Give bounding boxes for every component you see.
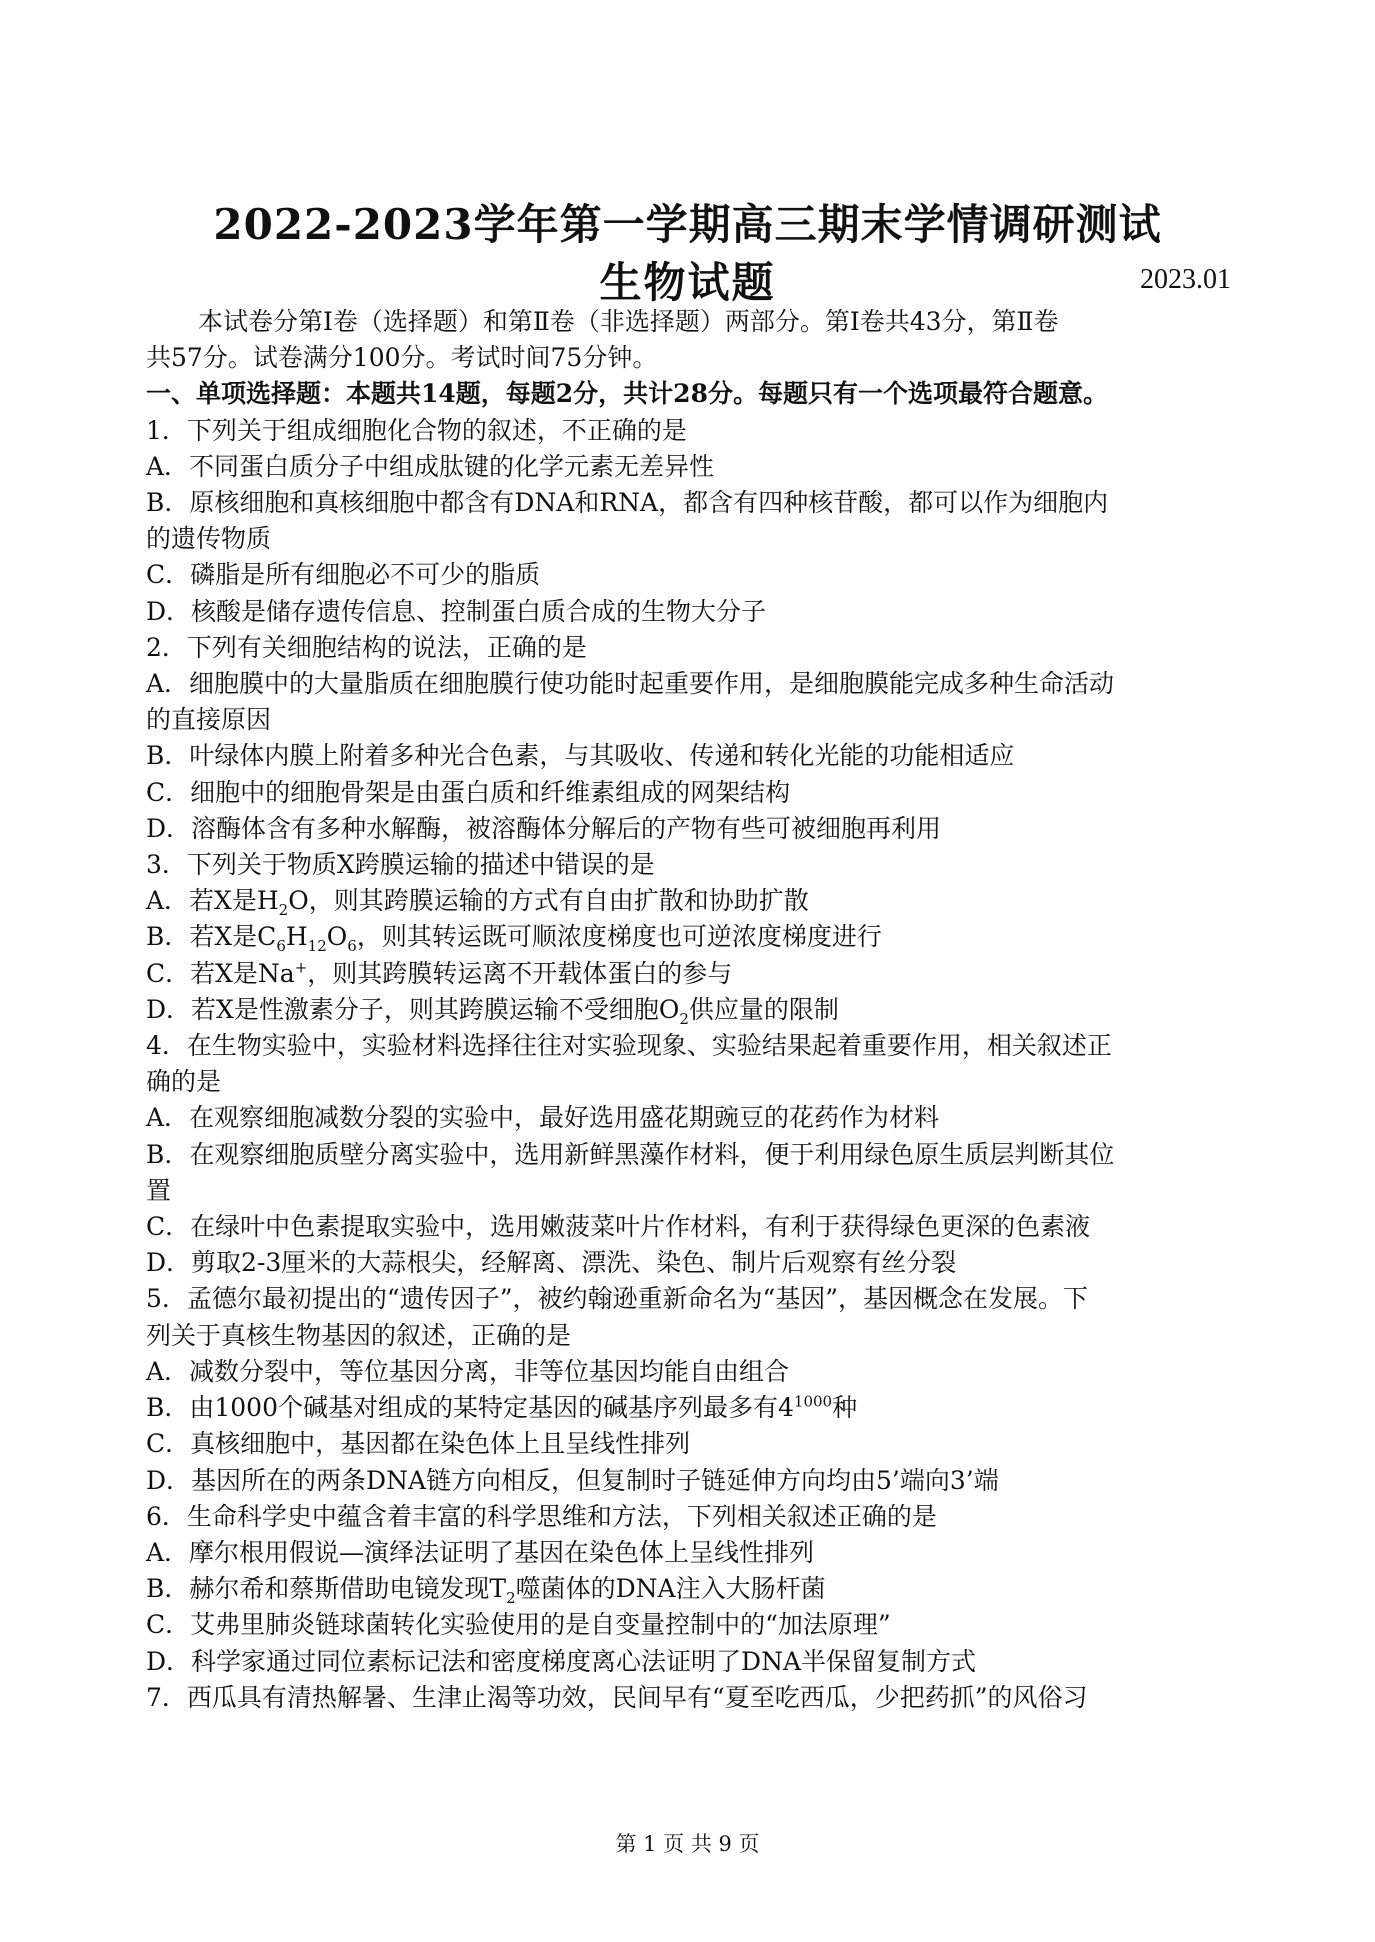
option-text: O [326, 922, 348, 952]
option-a: A．减数分裂中，等位基因分离，非等位基因均能自由组合 [146, 1356, 790, 1386]
option-b: B．叶绿体内膜上附着多种光合色素，与其吸收、传递和转化光能的功能相适应 [146, 741, 1015, 771]
option-c: C．真核细胞中，基因都在染色体上且呈线性排列 [146, 1429, 691, 1459]
option-b-cont: 的遗传物质 [146, 524, 272, 554]
option-b [146, 919, 1240, 955]
option-text: ，则其转运既可顺浓度梯度也可逆浓度梯度进行 [356, 922, 882, 952]
option-text: H [285, 922, 308, 952]
option-c: C．细胞中的细胞骨架是由蛋白质和纤维素组成的网架结构 [146, 777, 791, 807]
option-text: C．若X是Na [146, 958, 295, 988]
subscript: 2 [278, 901, 289, 920]
option-c: C．磷脂是所有细胞必不可少的脂质 [146, 560, 541, 590]
option-b: B．在观察细胞质壁分离实验中，选用新鲜黑藻作材料，便于利用绿色原生质层判断其位 [146, 1139, 1115, 1169]
option-d: D．剪取2-3厘米的大蒜根尖，经解离、漂洗、染色、制片后观察有丝分裂 [146, 1248, 957, 1278]
option-d [146, 992, 1240, 1028]
option-d: D．核酸是储存遗传信息、控制蛋白质合成的生物大分子 [146, 596, 767, 626]
option-d: D．基因所在的两条DNA链方向相反，但复制时子链延伸方向均由5’端向3’端 [146, 1465, 999, 1495]
option-text: B．若X是C [146, 922, 277, 952]
option-c [146, 956, 1240, 992]
option-d: D．溶酶体含有多种水解酶，被溶酶体分解后的产物有些可被细胞再利用 [146, 813, 942, 843]
option-a-cont: 的直接原因 [146, 705, 272, 735]
option-b: B．原核细胞和真核细胞中都含有DNA和RNA，都含有四种核苷酸，都可以作为细胞内 [146, 488, 1109, 518]
section-heading: 一、单项选择题：本题共14题，每题2分，共计28分。每题只有一个选项最符合题意。 [146, 379, 1108, 409]
subscript: 6 [347, 937, 357, 956]
option-a [146, 883, 1240, 919]
option-b-cont: 置 [146, 1175, 172, 1205]
question-stem: 7．西瓜具有清热解暑、生津止渴等功效，民间早有“夏至吃西瓜，少把药抓”的风俗习 [146, 1682, 1088, 1712]
question-stem: 1．下列关于组成细胞化合物的叙述，不正确的是 [146, 415, 687, 445]
question-stem: 2．下列有关细胞结构的说法，正确的是 [146, 632, 587, 662]
option-c: C．艾弗里肺炎链球菌转化实验使用的是自变量控制中的“加法原理” [146, 1610, 891, 1640]
option-d: D．科学家通过同位素标记法和密度梯度离心法证明了DNA半保留复制方式 [146, 1646, 977, 1676]
option-text: ，则其跨膜转运离不开载体蛋白的参与 [307, 958, 733, 988]
option-text: O，则其跨膜运输的方式有自由扩散和协助扩散 [288, 886, 809, 916]
question-stem: 6．生命科学史中蕴含着丰富的科学思维和方法，下列相关叙述正确的是 [146, 1501, 937, 1531]
intro-line: 共57分。试卷满分100分。考试时间75分钟。 [146, 343, 658, 373]
subscript: 2 [679, 1009, 689, 1028]
option-b [146, 1571, 1240, 1607]
option-a: A．细胞膜中的大量脂质在细胞膜行使功能时起重要作用，是细胞膜能完成多种生命活动 [146, 669, 1115, 699]
question-stem: 5．孟德尔最初提出的“遗传因子”，被约翰逊重新命名为“基因”，基因概念在发展。下 [146, 1284, 1089, 1314]
subscript: 6 [276, 937, 286, 956]
superscript: + [294, 958, 308, 977]
intro-line: 本试卷分第Ⅰ卷（选择题）和第Ⅱ卷（非选择题）两部分。第Ⅰ卷共43分，第Ⅱ卷 [198, 307, 1059, 336]
option-text: D．若X是性激素分子，则其跨膜运输不受细胞O [146, 994, 680, 1024]
question-stem-cont: 确的是 [146, 1067, 222, 1097]
option-b [146, 1390, 1240, 1426]
question-stem: 3．下列关于物质X跨膜运输的描述中错误的是 [146, 850, 655, 880]
subscript: 12 [307, 937, 327, 956]
option-a: A．在观察细胞减数分裂的实验中，最好选用盛花期豌豆的花药作为材料 [146, 1103, 940, 1133]
option-text: 供应量的限制 [688, 994, 839, 1024]
superscript: 1000 [793, 1392, 833, 1411]
question-stem-cont: 列关于真核生物基因的叙述，正确的是 [146, 1320, 572, 1350]
option-text: B．赫尔希和蔡斯借助电镜发现T [146, 1574, 507, 1604]
option-a: A．摩尔根用假说—演绎法证明了基因在染色体上呈线性排列 [146, 1537, 815, 1567]
option-text: B．由1000个碱基对组成的某特定基因的碱基序列最多有4 [146, 1393, 794, 1423]
page-title: 2022-2023学年第一学期高三期末学情调研测试 [213, 200, 1162, 249]
option-text: 噬菌体的DNA注入大肠杆菌 [515, 1574, 826, 1604]
option-text: A．若X是H [146, 886, 279, 916]
page-number: 第 1 页 共 9 页 [615, 1832, 760, 1856]
exam-body [146, 304, 1240, 1716]
option-a: A．不同蛋白质分子中组成肽键的化学元素无差异性 [146, 451, 715, 481]
option-c: C．在绿叶中色素提取实验中，选用嫩菠菜叶片作材料，有利于获得绿色更深的色素液 [146, 1212, 1091, 1242]
subscript: 2 [506, 1589, 516, 1608]
exam-date: 2023.01 [1140, 264, 1231, 295]
option-text: 种 [832, 1393, 858, 1423]
question-stem: 4．在生物实验中，实验材料选择往往对实验现象、实验结果起着重要作用，相关叙述正 [146, 1031, 1112, 1061]
page-subtitle: 生物试题 [599, 258, 776, 307]
